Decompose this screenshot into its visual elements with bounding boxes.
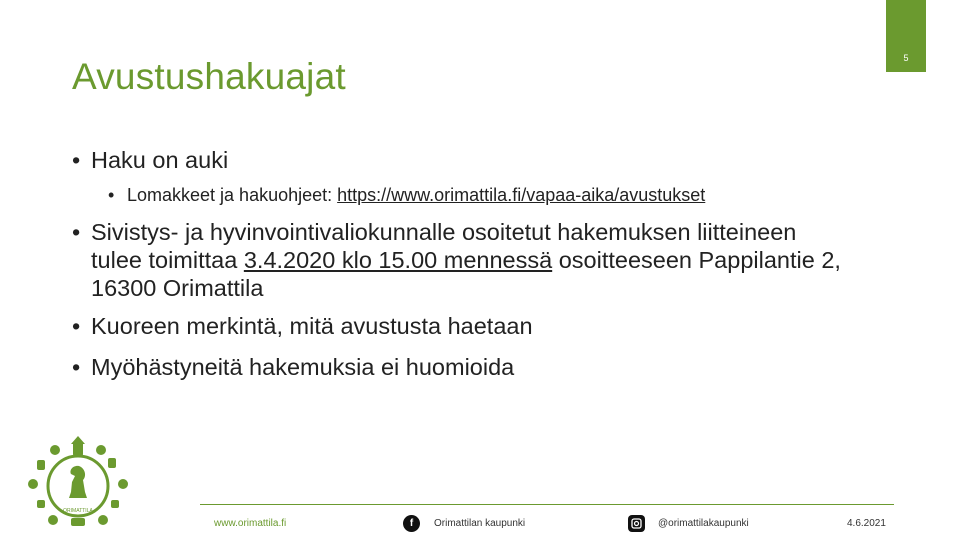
instagram-icon[interactable] <box>628 515 645 532</box>
footer-date: 4.6.2021 <box>847 518 886 529</box>
forms-link[interactable]: https://www.orimattila.fi/vapaa-aika/avustukset <box>337 185 706 205</box>
footer-website-link[interactable]: www.orimattila.fi <box>214 518 287 529</box>
logo-text: ORIMATTILA <box>63 508 93 514</box>
facebook-icon[interactable]: f <box>403 515 420 532</box>
deadline-text: 3.4.2020 klo 15.00 mennessä <box>243 247 553 273</box>
bullet-envelope <box>72 312 842 340</box>
orimattila-logo <box>25 436 131 528</box>
bullet-text: Kuoreen merkintä, mitä avustusta haetaan <box>91 313 533 339</box>
bullet-text: osoitteeseen Pappilantie 2, 16300 Orimattila <box>91 247 841 301</box>
footer-facebook[interactable]: Orimattilan kaupunki <box>434 518 526 529</box>
bullet-dot: • <box>72 219 81 245</box>
bullet-haku <box>72 146 842 174</box>
bullet-dot: • <box>72 354 81 380</box>
bullet-dot: • <box>72 313 81 339</box>
bullet-late <box>72 353 842 381</box>
slide-number-tab <box>886 0 926 72</box>
bullet-dot: • <box>72 147 81 173</box>
sub-bullet-forms <box>108 184 797 206</box>
bullet-text: Haku on auki <box>91 147 229 173</box>
bullet-dot: • <box>108 185 115 205</box>
bullet-text: Myöhästyneitä hakemuksia ei huomioida <box>91 354 515 380</box>
slide-title: Avustushakuajat <box>72 56 346 97</box>
sub-bullet-text: Lomakkeet ja hakuohjeet: <box>127 185 338 205</box>
bullet-deadline <box>72 218 842 302</box>
footer-divider <box>200 504 894 505</box>
footer-instagram[interactable]: @orimattilakaupunki <box>658 518 749 529</box>
slide-number: 5 <box>903 53 909 63</box>
bullet-text: Sivistys- ja hyvinvointivaliokunnalle osoitetut hakemuksen liitteineen tulee toimittaa <box>91 219 797 273</box>
slide-content <box>72 146 842 381</box>
